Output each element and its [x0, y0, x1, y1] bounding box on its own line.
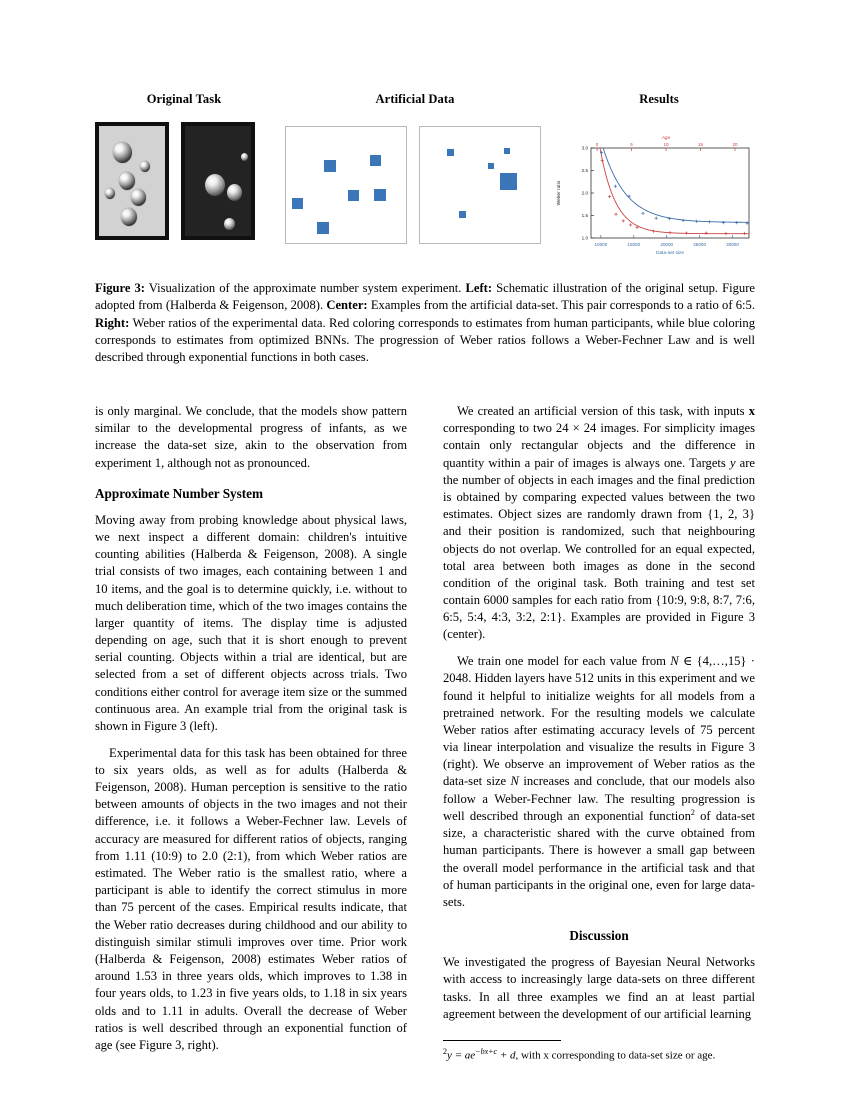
figure-caption [95, 280, 755, 366]
body-columns [95, 403, 755, 1063]
input-variable-x: x [748, 404, 755, 418]
chart-data-marker [614, 213, 617, 216]
chart-plot-frame [591, 148, 749, 238]
artificial-data-image-b [419, 126, 541, 244]
x-tick-label: 25000 [693, 242, 707, 247]
right-paragraph-2 [443, 653, 755, 911]
y-tick-label: 2.0 [581, 190, 588, 196]
artificial-square-object [500, 173, 517, 190]
footnote-formula: y = ae [447, 1049, 476, 1062]
right-p2-text-b: ∈ {4,…,15} · 2048. Hidden layers have 512 units in this experiment and we found it helpful to initialize weights for all models from a pretrained network. For the resulting models we calculate Weber ratios after estimating accuracy levels of 75 percent via linear interpolation and visualize the results in Figure 3 (right). We observe an improvement of Weber ratios as the data-set size [443, 654, 755, 789]
weber-ratio-line-chart [551, 120, 755, 260]
top-x-tick-label: 20 [732, 142, 738, 147]
x-tick-label: 15000 [627, 242, 641, 247]
chart-data-marker [622, 219, 625, 222]
chart-data-marker [641, 212, 644, 215]
artificial-square-object [447, 149, 454, 156]
dataset-size-variable-n-2: N [510, 774, 519, 789]
top-x-tick-label: 5 [630, 142, 633, 147]
stimulus-blob [119, 172, 135, 190]
y-tick-label: 1.5 [581, 213, 588, 219]
chart-data-marker [655, 217, 658, 220]
right-p2-text-c: increases and conclude, that our models also follow a Weber-Fechner law. The resulting progression is well described through an exponential function [443, 774, 755, 823]
panel-title-original-task: Original Task [146, 92, 222, 106]
stimulus-blob [205, 174, 225, 196]
artificial-square-object [324, 160, 336, 172]
footnote-text: , with x corresponding to data-set size or age. [515, 1049, 716, 1062]
stimulus-blob [241, 153, 248, 161]
footnote-formula-exponent: −bx+c [475, 1047, 498, 1057]
artificial-square-object [459, 211, 466, 218]
chart-data-marker [614, 185, 617, 188]
stimulus-blob [227, 184, 242, 201]
chart-data-marker [682, 219, 685, 222]
chart-data-marker [724, 232, 727, 235]
chart-data-marker [708, 220, 711, 223]
original-task-light-image [95, 122, 169, 240]
artificial-data-image-a [285, 126, 407, 244]
right-p2-text-d: of data-set size, a characteristic shared with the curve obtained from human participants. There is however a small gap between the overall model performance in the artificial task and that of human participants in the original one, even for large data-sets. [443, 809, 755, 909]
caption-bold-left: Left: [465, 281, 493, 295]
right-p1-text-c: are the number of objects in each images and the final prediction is obtained by comparing expected values between the two estimates. Object sizes are randomly drawn from {1, 2, 3} and their position is randomized, such that neighbouring objects do not overlap. We controlled for an equal expected, total area between both images as done in the second condition of the original task. Both training and test set contain 6000 samples for each ratio from {10:9, 9:8, 8:7, 7:6, 6:5, 5:4, 4:3, 3:2, 2:1}. Examples are provided in Figure 3 (center). [443, 455, 756, 642]
right-p1-text-a: We created an artificial version of this task, with inputs [457, 404, 749, 418]
top-x-tick-label: 0 [595, 142, 599, 147]
right-column [443, 403, 755, 1032]
section-heading-discussion: Discussion [569, 928, 629, 944]
right-paragraph-3: We investigated the progress of Bayesian Neural Networks with access to increasingly large data-sets on three different tasks. In all three examples we find an at least partial agreement between the development of our artificial learning [443, 955, 755, 1021]
top-x-tick-label: 15 [697, 142, 704, 147]
x-tick-label: 10000 [594, 242, 608, 247]
panel-title-artificial-data: Artificial Data [375, 92, 455, 106]
x-tick-label: 30000 [726, 242, 739, 247]
footnote-number: 2 [443, 1047, 447, 1057]
artificial-square-object [348, 190, 359, 201]
target-variable-y: y [729, 455, 736, 470]
caption-text-1: Visualization of the approximate number system experiment. [144, 281, 466, 295]
right-paragraph-1 [443, 403, 755, 644]
paper-page [95, 0, 755, 1100]
caption-text-4: Weber ratios of the experimental data. Red coloring corresponds to estimates from human participants, while blue coloring corresponds to estimates from optimized BNNs. The progression of Weber ratios follows a Weber-Fechner Law and is well described through exponential functions in both cases. [95, 315, 755, 364]
y-tick-label: 3.0 [581, 145, 588, 151]
results-chart [551, 120, 755, 260]
footnote-formula-tail: + d [497, 1049, 516, 1062]
chart-data-marker [629, 223, 632, 226]
dataset-size-variable-n: N [670, 654, 679, 669]
chart-data-marker [668, 231, 671, 234]
left-paragraph-2: Experimental data for this task has been obtained for three to six years olds, as well as for adults (Halberda & Feigenson, 2008). Human perception is sensitive to the ratio between amounts of objects in the two images and not their difference, i.e. it follows a Weber-Fechner law. Levels of accuracy are measured for different ratios of objects, ranging from 1.11 (10:9) to 2.0 (2:1), from which Weber ratios are estimated. The Weber ratio is the smallest ratio, where a participant is able to identify the correct stimulus in more than 75 percent of the cases. Empirical results indicate, that the Weber ratio decreases during childhood and our ability to distinguish similar stimuli improves over time. Prior work (Halberda & Feigenson, 2008) estimates Weber ratios of around 1.53 in three years olds, which improves to 1.38 in four years olds, to 1.23 in five years olds, to 1.18 in six years olds and to 1.11 in adults. Overall the decrease of Weber ratios is well described through an exponential function of age (see Figure 3, right). [95, 745, 407, 1052]
left-column [95, 403, 407, 1064]
chart-data-marker [601, 159, 604, 162]
chart-data-marker [743, 232, 746, 235]
top-x-tick-label: 10 [663, 142, 669, 147]
stimulus-blob [224, 218, 235, 230]
artificial-square-object [317, 222, 329, 234]
stimulus-blob [113, 142, 132, 163]
stimulus-blob [131, 189, 146, 206]
chart-data-marker [652, 230, 655, 233]
footnote-2 [443, 1047, 755, 1063]
artificial-square-object [292, 198, 303, 209]
chart-data-marker [735, 221, 738, 224]
y-tick-label: 2.5 [581, 168, 588, 174]
chart-data-marker [695, 220, 698, 223]
stimulus-blob [105, 188, 115, 199]
figure-panels [95, 122, 755, 262]
left-paragraph-1: Moving away from probing knowledge about physical laws, we next inspect a different domain: children's intuitive counting abilities (Halberda & Feigenson, 2008). A single trial consists of two images, each containing between 1 and 10 items, and the goal is to determine quickly, i.e. without to much deliberation time, which of the two images contains the larger quantity of items. The display time is adjusted depending on age, such that it is short enough to prevent serial counting. Objects within a trial are identical, but are selected from a set of different objects across trials. Two conditions either control for average item size or the summed continuous area. An example trial from the original task is shown in Figure 3 (left). [95, 512, 407, 734]
section-heading-approximate-number-system: Approximate Number System [95, 485, 264, 501]
caption-bold-right: Right: [95, 315, 130, 330]
artificial-square-object [504, 148, 510, 154]
footnote-marker-2: 2 [690, 807, 695, 817]
artificial-square-object [370, 155, 381, 166]
caption-bold-center: Center: [326, 298, 368, 313]
caption-figure-label: Figure 3: [95, 281, 145, 295]
y-axis-label: Weber ratio [557, 180, 562, 206]
chart-data-marker [705, 231, 708, 234]
left-paragraph-continued: is only marginal. We conclude, that the models show pattern similar to the developmental progress of infants, as we increase the data-set size, akin to the observation from experiment 1, although not as pronounced. [95, 404, 407, 470]
caption-text-3: Examples from the artificial data-set. This pair corresponds to a ratio of 6:5. [367, 298, 755, 313]
caption-text-2: Schematic illustration of the original setup. Figure adopted from (Halberda & Feigenson, 2008). [95, 281, 755, 313]
artificial-square-object [374, 189, 386, 201]
x-tick-label: 20000 [660, 242, 674, 247]
chart-data-marker [608, 195, 611, 198]
right-p1-text-b: corresponding to two 24 × 24 images. For simplicity images contain only rectangular objects and the difference in quantity within a pair of images is always one. Targets [443, 421, 755, 470]
stimulus-blob [140, 161, 150, 172]
x-axis-label: Data-set size [656, 251, 684, 256]
footnote-area [443, 1040, 755, 1063]
figure-panel-titles [95, 92, 755, 114]
y-tick-label: 1.0 [581, 235, 588, 241]
chart-data-marker [685, 231, 688, 234]
footnote-divider [443, 1040, 561, 1041]
original-task-dark-image [181, 122, 255, 240]
stimulus-blob [121, 208, 137, 226]
figure-3 [95, 92, 755, 262]
right-p2-text-a: We train one model for each value from [457, 654, 671, 669]
panel-title-results: Results [639, 92, 679, 106]
top-axis-label-age: Age [661, 136, 671, 141]
artificial-square-object [488, 163, 494, 169]
